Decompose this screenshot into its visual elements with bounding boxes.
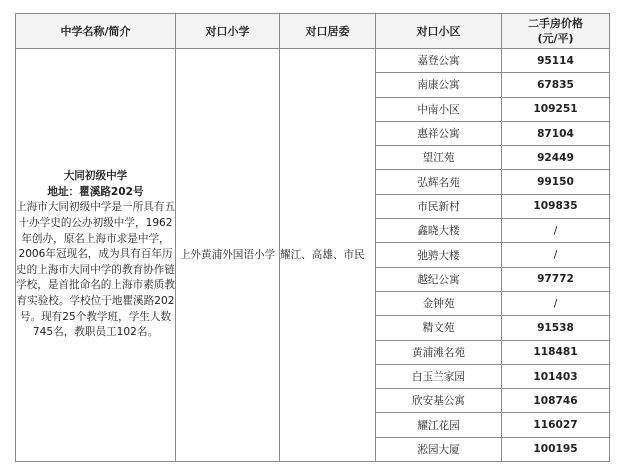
community-price: / — [502, 291, 610, 315]
school-address: 地址：瞿溪路202号 — [47, 185, 144, 198]
header-primary-school: 对口小学 — [176, 14, 280, 49]
header-row — [16, 14, 610, 49]
community-price: 109251 — [502, 97, 610, 121]
community-price: 101403 — [502, 364, 610, 388]
school-intro: 上海市大同初级中学是一所具有五十办学史的公办初级中学，1962年创办，原名上海市求是中学，2006年冠现名，成为具有百年历史的上海市大同中学的教育协作链学校，是首批命名的上海市素质教育实验校。学校位于地瞿溪路202号。现有25个教学班，学生人数745名，教职员工102名。 — [16, 201, 175, 339]
community-name: 望江苑 — [376, 146, 502, 170]
header-community: 对口小区 — [376, 14, 502, 49]
header-committee: 对口居委 — [280, 14, 376, 49]
header-school: 中学名称/简介 — [16, 14, 176, 49]
community-name: 精文苑 — [376, 316, 502, 340]
community-price: 108746 — [502, 389, 610, 413]
committee-cell: 耀江、高雄、市民 — [280, 49, 376, 462]
header-price — [502, 14, 610, 49]
school-cell — [16, 49, 176, 462]
community-name: 越纪公寓 — [376, 267, 502, 291]
community-name: 黄浦滩名苑 — [376, 340, 502, 364]
community-price: 118481 — [502, 340, 610, 364]
community-price: 116027 — [502, 413, 610, 437]
community-name: 淞园大厦 — [376, 437, 502, 461]
community-name: 惠祥公寓 — [376, 121, 502, 145]
school-name: 大同初级中学 — [63, 170, 128, 183]
community-price: 95114 — [502, 49, 610, 73]
community-price: / — [502, 219, 610, 243]
header-price-line2: (元/平) — [537, 32, 574, 45]
community-name: 南康公寓 — [376, 73, 502, 97]
community-price: 87104 — [502, 121, 610, 145]
table-row — [16, 49, 610, 73]
community-name: 白玉兰家园 — [376, 364, 502, 388]
community-price: 99150 — [502, 170, 610, 194]
community-price: 67835 — [502, 73, 610, 97]
school-district-table — [15, 13, 610, 462]
community-price: 109835 — [502, 194, 610, 218]
community-name: 中南小区 — [376, 97, 502, 121]
community-name: 鑫晓大楼 — [376, 219, 502, 243]
primary-school-cell: 上外黄浦外国语小学 — [176, 49, 280, 462]
community-name: 弘辉名苑 — [376, 170, 502, 194]
community-name: 市民新村 — [376, 194, 502, 218]
community-price: 97772 — [502, 267, 610, 291]
community-price: 92449 — [502, 146, 610, 170]
community-price: 100195 — [502, 437, 610, 461]
community-name: 嘉登公寓 — [376, 49, 502, 73]
header-price-line1: 二手房价格 — [528, 17, 583, 30]
community-name: 金钟苑 — [376, 291, 502, 315]
table-body — [16, 49, 610, 462]
community-price: / — [502, 243, 610, 267]
community-price: 91538 — [502, 316, 610, 340]
community-name: 弛骋大楼 — [376, 243, 502, 267]
community-name: 耀江花园 — [376, 413, 502, 437]
community-name: 欣安基公寓 — [376, 389, 502, 413]
